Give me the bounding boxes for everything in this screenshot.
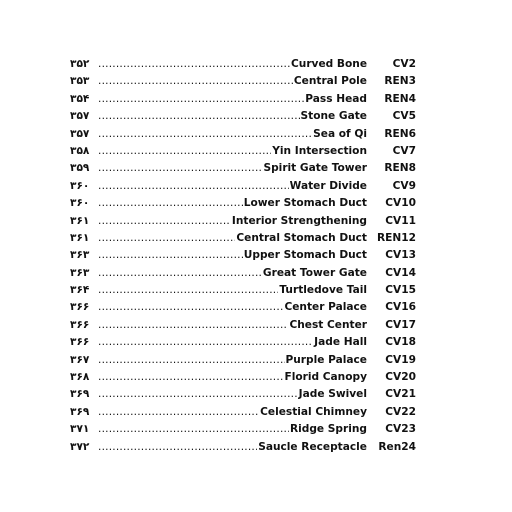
dot-leader <box>98 319 288 331</box>
toc-entry <box>70 162 416 179</box>
dot-leader <box>98 284 278 296</box>
dot-leader <box>98 58 290 70</box>
toc-page-number: ۳۵۷ <box>70 110 90 123</box>
toc-point-name: Purple Palace <box>285 353 367 366</box>
toc-point-name: Stone Gate <box>300 110 367 123</box>
toc-entry <box>70 58 416 75</box>
toc-entry <box>70 267 416 284</box>
toc-entry <box>70 284 416 301</box>
toc-point-code: REN4 <box>384 92 416 105</box>
toc-page-number: ۳۶۰ <box>70 197 90 210</box>
dot-leader <box>98 249 243 261</box>
toc-point-code: CV17 <box>385 318 416 331</box>
table-of-contents <box>70 58 416 458</box>
toc-page-number: ۳۶۹ <box>70 388 90 401</box>
toc-entry <box>70 75 416 92</box>
toc-entry <box>70 301 416 318</box>
dot-leader <box>98 267 262 279</box>
toc-point-name: Saucle Receptacle <box>258 440 367 453</box>
toc-page-number: ۳۶۷ <box>70 353 90 366</box>
toc-page-number: ۳۶۶ <box>70 301 90 314</box>
toc-point-name: Ridge Spring <box>289 423 367 436</box>
toc-point-name: Sea of Qi <box>313 127 367 140</box>
toc-point-code: REN3 <box>384 75 416 88</box>
toc-point-code: CV15 <box>385 284 416 297</box>
toc-point-code: CV16 <box>385 301 416 314</box>
toc-point-code: CV18 <box>385 336 416 349</box>
toc-page-number: ۳۷۱ <box>70 423 90 436</box>
toc-entry <box>70 145 416 162</box>
toc-point-name: Central Pole <box>293 75 367 88</box>
toc-point-code: CV23 <box>385 423 416 436</box>
toc-entry <box>70 354 416 371</box>
dot-leader <box>98 371 283 383</box>
dot-leader <box>98 128 312 140</box>
toc-point-code: CV13 <box>385 249 416 262</box>
toc-point-name: Water Divide <box>289 179 367 192</box>
dot-leader <box>98 145 271 157</box>
toc-point-name: Lower Stomach Duct <box>243 197 367 210</box>
dot-leader <box>98 301 283 313</box>
toc-point-code: Ren24 <box>378 440 416 453</box>
toc-point-code: REN8 <box>384 162 416 175</box>
toc-point-name: Center Palace <box>284 301 367 314</box>
dot-leader <box>98 406 259 418</box>
toc-point-name: Curved Bone <box>291 58 367 70</box>
toc-entry <box>70 197 416 214</box>
toc-entry <box>70 110 416 127</box>
toc-entry <box>70 232 416 249</box>
toc-point-name: Jade Hall <box>314 336 367 349</box>
toc-entry <box>70 93 416 110</box>
dot-leader <box>98 162 262 174</box>
toc-point-code: CV9 <box>392 179 416 192</box>
toc-point-code: CV11 <box>385 214 416 227</box>
toc-entry <box>70 215 416 232</box>
toc-page-number: ۳۵۴ <box>70 92 90 105</box>
toc-point-name: Great Tower Gate <box>262 266 367 279</box>
toc-point-name: Celestial Chimney <box>260 405 367 418</box>
toc-point-name: Central Stomach Duct <box>236 231 367 244</box>
toc-point-code: CV20 <box>385 371 416 384</box>
toc-point-code: REN6 <box>384 127 416 140</box>
dot-leader <box>98 110 300 122</box>
toc-page-number: ۳۶۱ <box>70 231 90 244</box>
toc-point-code: CV21 <box>385 388 416 401</box>
dot-leader <box>98 354 285 366</box>
toc-page-number: ۳۶۶ <box>70 318 90 331</box>
toc-page-number: ۳۷۲ <box>70 440 90 453</box>
toc-page-number: ۳۶۳ <box>70 266 90 279</box>
toc-entry <box>70 249 416 266</box>
dot-leader <box>98 93 304 105</box>
toc-entry <box>70 371 416 388</box>
toc-page-number: ۳۵۲ <box>70 58 90 70</box>
toc-page-number: ۳۶۹ <box>70 405 90 418</box>
toc-page-number: ۳۶۳ <box>70 249 90 262</box>
toc-entry <box>70 180 416 197</box>
toc-entry <box>70 388 416 405</box>
toc-point-code: CV2 <box>392 58 416 70</box>
toc-page-number: ۳۶۴ <box>70 284 90 297</box>
toc-point-name: Turtledove Tail <box>279 284 367 297</box>
toc-point-code: CV10 <box>385 197 416 210</box>
toc-point-name: Spirit Gate Tower <box>263 162 367 175</box>
toc-entry <box>70 441 416 458</box>
dot-leader <box>98 180 289 192</box>
toc-point-name: Chest Center <box>289 318 367 331</box>
dot-leader <box>98 75 293 87</box>
dot-leader <box>98 232 235 244</box>
dot-leader <box>98 197 243 209</box>
toc-point-code: CV5 <box>392 110 416 123</box>
toc-entry <box>70 336 416 353</box>
toc-page-number: ۳۵۹ <box>70 162 90 175</box>
dot-leader <box>98 215 231 227</box>
toc-point-code: CV7 <box>392 144 416 157</box>
dot-leader <box>98 388 298 400</box>
dot-leader <box>98 441 257 453</box>
toc-page-number: ۳۵۳ <box>70 75 90 88</box>
toc-point-name: Jade Swivel <box>298 388 367 401</box>
toc-entry <box>70 128 416 145</box>
toc-point-code: CV14 <box>385 266 416 279</box>
toc-point-name: Yin Intersection <box>272 144 367 157</box>
dot-leader <box>98 423 289 435</box>
toc-point-name: Upper Stomach Duct <box>243 249 367 262</box>
toc-point-code: CV22 <box>385 405 416 418</box>
toc-page-number: ۳۶۱ <box>70 214 90 227</box>
toc-page-number: ۳۵۸ <box>70 144 90 157</box>
toc-page-number: ۳۶۰ <box>70 179 90 192</box>
toc-page-number: ۳۶۸ <box>70 371 90 384</box>
toc-entry <box>70 406 416 423</box>
toc-point-name: Interior Strengthening <box>231 214 367 227</box>
dot-leader <box>98 336 313 348</box>
toc-entry <box>70 319 416 336</box>
toc-point-name: Florid Canopy <box>284 371 367 384</box>
toc-page-number: ۳۶۶ <box>70 336 90 349</box>
toc-entry <box>70 423 416 440</box>
toc-point-code: CV19 <box>385 353 416 366</box>
toc-point-name: Pass Head <box>305 92 367 105</box>
toc-point-code: REN12 <box>376 231 416 244</box>
toc-page-number: ۳۵۷ <box>70 127 90 140</box>
